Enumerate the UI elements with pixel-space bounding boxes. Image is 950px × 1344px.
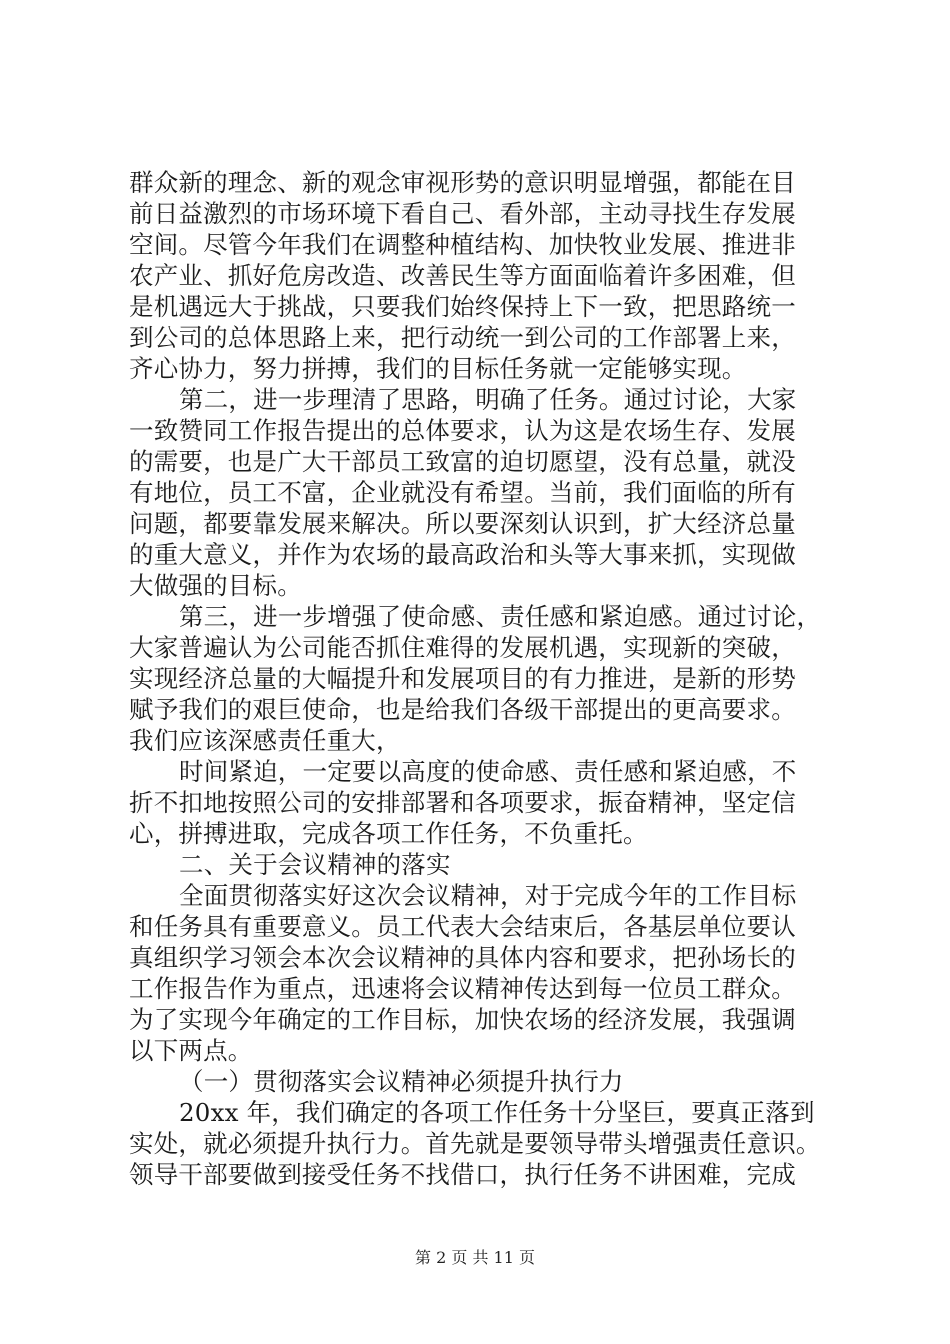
text-line: 二、关于会议精神的落实	[179, 850, 451, 879]
text-line: 20xx 年，我们确定的各项工作任务十分坚巨，要真正落到	[179, 1098, 815, 1127]
text-line: 有地位，员工不富，企业就没有希望。当前，我们面临的所有	[129, 478, 796, 507]
text-line: 的需要，也是广大干部员工致富的迫切愿望，没有总量，就没	[129, 447, 796, 476]
text-line: 的重大意义，并作为农场的最高政治和头等大事来抓，实现做	[129, 540, 796, 569]
text-line: 领导干部要做到接受任务不找借口，执行任务不讲困难，完成	[129, 1160, 796, 1189]
text-line: 全面贯彻落实好这次会议精神，对于完成今年的工作目标	[179, 881, 797, 910]
text-line: 农产业、抓好危房改造、改善民生等方面面临着许多困难，但	[129, 261, 796, 290]
text-line: 赋予我们的艰巨使命，也是给我们各级干部提出的更高要求。	[129, 695, 796, 724]
text-line: 问题，都要靠发展来解决。所以要深刻认识到，扩大经济总量	[129, 509, 796, 538]
text-line: （一）贯彻落实会议精神必须提升执行力	[179, 1067, 624, 1096]
text-line: 一致赞同工作报告提出的总体要求，认为这是农场生存、发展	[129, 416, 796, 445]
text-line: 心，拼搏进取，完成各项工作任务，不负重托。	[129, 819, 648, 848]
text-line: 前日益激烈的市场环境下看自己、看外部，主动寻找生存发展	[129, 199, 796, 228]
text-line: 时间紧迫，一定要以高度的使命感、责任感和紧迫感，不	[179, 757, 797, 786]
document-body	[129, 167, 839, 1190]
text-line: 工作报告作为重点，迅速将会议精神传达到每一位员工群众。	[129, 974, 796, 1003]
text-line: 实处，就必须提升执行力。首先就是要领导带头增强责任意识。	[129, 1129, 821, 1158]
text-line: 真组织学习领会本次会议精神的具体内容和要求，把孙场长的	[129, 943, 796, 972]
text-line: 群众新的理念、新的观念审视形势的意识明显增强，都能在目	[129, 168, 796, 197]
text-line: 第三，进一步增强了使命感、责任感和紧迫感。通过讨论，	[179, 602, 822, 631]
text-line: 折不扣地按照公司的安排部署和各项要求，振奋精神，坚定信	[129, 788, 796, 817]
text-line: 齐心协力，努力拼搏，我们的目标任务就一定能够实现。	[129, 354, 747, 383]
text-line: 第二，进一步理清了思路，明确了任务。通过讨论，大家	[179, 385, 797, 414]
text-line: 实现经济总量的大幅提升和发展项目的有力推进，是新的形势	[129, 664, 796, 693]
text-line: 和任务具有重要意义。员工代表大会结束后，各基层单位要认	[129, 912, 796, 941]
text-line: 是机遇远大于挑战，只要我们始终保持上下一致，把思路统一	[129, 292, 796, 321]
text-line: 空间。尽管今年我们在调整种植结构、加快牧业发展、推进非	[129, 230, 796, 259]
text-line: 大家普遍认为公司能否抓住难得的发展机遇，实现新的突破，	[129, 633, 796, 662]
text-line: 以下两点。	[129, 1036, 253, 1065]
text-line: 我们应该深感责任重大，	[129, 726, 401, 755]
page-footer: 第 2 页 共 11 页	[415, 1248, 535, 1267]
text-line: 为了实现今年确定的工作目标，加快农场的经济发展，我强调	[129, 1005, 796, 1034]
text-line: 到公司的总体思路上来，把行动统一到公司的工作部署上来，	[129, 323, 796, 352]
text-line: 大做强的目标。	[129, 571, 302, 600]
